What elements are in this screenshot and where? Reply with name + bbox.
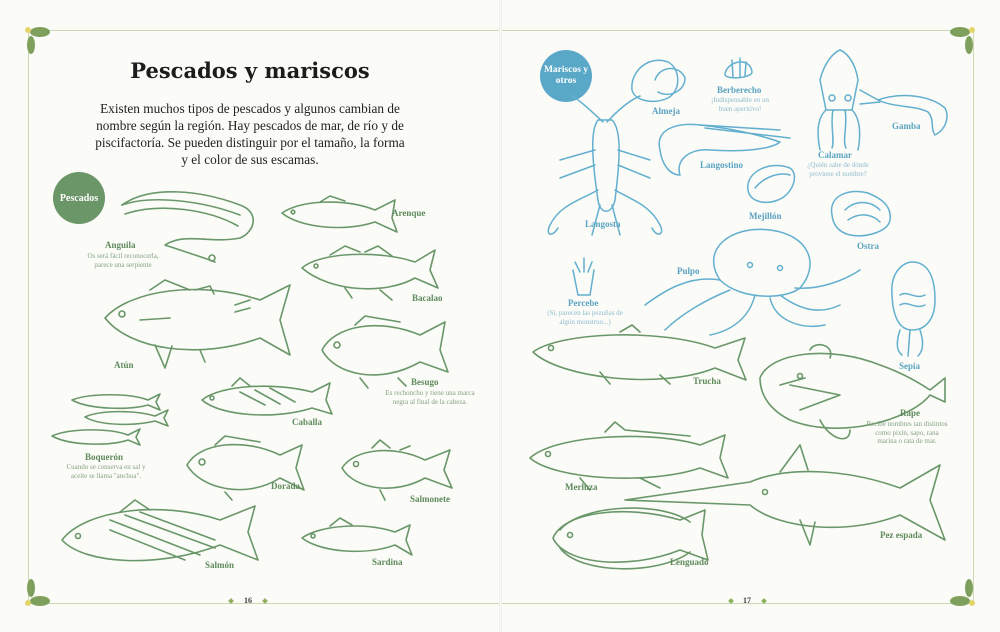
page-title: Pescados y mariscos (130, 58, 370, 83)
besugo-note: Es rechoncho y tiene una marca negra al final de la cabeza. (385, 389, 475, 406)
bacalao-label: Bacalao (412, 293, 443, 303)
atun-illustration (105, 280, 290, 368)
merluza-illustration (530, 422, 728, 490)
almeja-label: Almeja (652, 106, 680, 116)
atun-label: Atún (114, 360, 134, 370)
berberecho-note: ¡Indispensable en un buen aperitivo! (711, 96, 769, 113)
anguila-label: Anguila (105, 240, 136, 250)
merluza-label: Merluza (565, 482, 598, 492)
pez-espada-label: Pez espada (880, 530, 923, 540)
calamar-note: ¿Quién sabe de dónde proviene el nombre? (807, 161, 869, 178)
lenguado-label: Lenguado (670, 557, 709, 567)
arenque-illustration (282, 196, 397, 232)
langostino-label: Langostino (700, 160, 744, 170)
langosta-label: Langosta (585, 219, 621, 229)
langosta-illustration (548, 95, 661, 235)
pulpo-label: Pulpo (677, 266, 700, 276)
salmonete-label: Salmonete (410, 494, 450, 504)
badge-mariscos: Mariscos y otros (540, 50, 592, 102)
almeja-illustration (632, 60, 685, 101)
salmon-illustration (62, 500, 258, 561)
rape-note: Recibe nombres tan distintos como pixín, sapo, rana marina o rata de mar. (866, 420, 948, 445)
calamar-illustration (818, 50, 860, 150)
percebe-label: Percebe (568, 298, 599, 308)
pulpo-illustration (645, 229, 860, 335)
anguila-note: Os será fácil reconocerla, parece una serpiente (87, 252, 159, 269)
boqueron-note: Cuando se conserva en sal y aceite se llama "anchoa". (66, 463, 146, 480)
trucha-label: Trucha (693, 376, 721, 386)
sepia-label: Sepia (899, 361, 921, 371)
berberecho-illustration (725, 58, 752, 78)
besugo-label: Besugo (411, 377, 439, 387)
sardina-illustration (302, 518, 412, 555)
page-number-right: 17 (743, 596, 751, 605)
intro-paragraph: Existen muchos tipos de pescados y algunos cambian de nombre según la región. Hay pescados de mar, de río y de piscifactoría. Se pueden distinguir por el tamaño, la forma y el color de sus escamas. (95, 101, 405, 167)
sardina-label: Sardina (372, 557, 403, 567)
rape-label: Rape (900, 408, 920, 418)
dorada-label: Dorada (271, 481, 300, 491)
caballa-label: Caballa (292, 417, 323, 427)
salmon-label: Salmón (205, 560, 235, 570)
page-number-left: 16 (244, 596, 252, 605)
mejillon-label: Mejillón (749, 211, 782, 221)
ostra-label: Ostra (857, 241, 879, 251)
boqueron-label: Boquerón (85, 452, 124, 462)
percebe-note: (Si, parecen las pezuñas de algún monstruo...) (547, 309, 623, 326)
berberecho-label: Berberecho (717, 85, 762, 95)
gamba-label: Gamba (892, 121, 921, 131)
boqueron-illustration (52, 394, 168, 445)
mejillon-illustration (748, 165, 795, 202)
sepia-illustration (892, 262, 935, 356)
badge-pescados: Pescados (53, 172, 105, 224)
calamar-label: Calamar (818, 150, 852, 160)
arenque-label: Arenque (392, 208, 426, 218)
percebe-illustration (573, 258, 594, 295)
salmonete-illustration (342, 440, 452, 500)
caballa-illustration (202, 378, 332, 415)
ostra-illustration (832, 191, 891, 235)
bacalao-illustration (302, 246, 438, 300)
